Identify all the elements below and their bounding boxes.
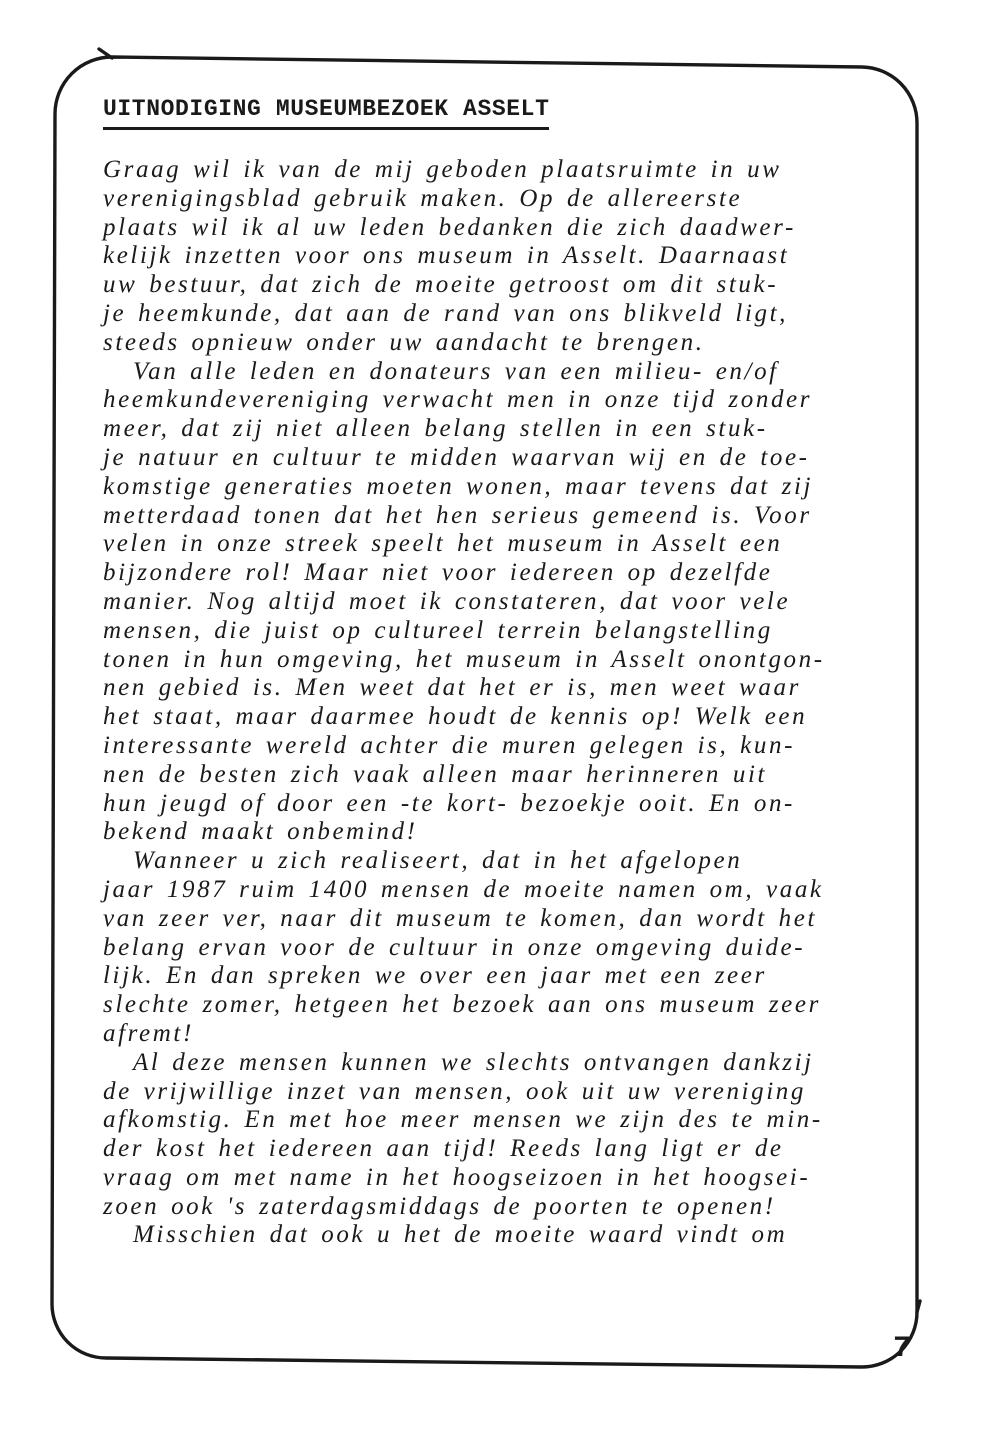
border-corner-tick	[917, 1301, 920, 1312]
text-line: meer, dat zij niet alleen belang stellen in een stuk-	[103, 415, 768, 443]
text-line: Misschien dat ook u het de moeite waard vindt om	[133, 1221, 788, 1249]
text-line: Graag wil ik van de mij geboden plaatsruimte in uw	[103, 156, 782, 183]
text-line: Van alle leden en donateurs van een milieu- en/of	[133, 357, 779, 385]
text-line: interessante wereld achter die muren gelegen is, kun-	[103, 731, 795, 759]
text-line: mensen, die juist op cultureel terrein belangstelling	[103, 616, 773, 644]
text-line: afkomstig. En met hoe meer mensen we zijn des te min-	[103, 1106, 823, 1134]
text-line: Wanneer u zich realiseert, dat in het afgelopen	[133, 847, 743, 875]
text-line: de vrijwillige inzet van mensen, ook uit uw vereniging	[103, 1077, 806, 1105]
text-line: je natuur en cultuur te midden waarvan wij en de toe-	[103, 443, 810, 471]
text-line: heemkundevereniging verwacht men in onze tijd zonder	[103, 386, 813, 414]
text-line: je heemkunde, dat aan de rand van ons blikveld ligt,	[103, 299, 788, 327]
text-line: nen de besten zich vaak alleen maar herinneren uit	[103, 760, 768, 788]
text-line: der kost het iedereen aan tijd! Reeds lang ligt er de	[103, 1135, 784, 1163]
text-line: komstige generaties moeten wonen, maar tevens dat zij	[103, 472, 814, 500]
text-line: belang ervan voor de cultuur in onze omgeving duide-	[103, 933, 806, 961]
text-line: nen gebied is. Men weet dat het er is, men weet waar	[103, 674, 801, 702]
text-line: lijk. En dan spreken we over een jaar met een zeer	[103, 962, 767, 990]
body-text	[103, 156, 903, 1250]
text-line: slechte zomer, hetgeen het bezoek aan ons museum zeer	[103, 991, 821, 1019]
text-line: plaats wil ik al uw leden bedanken die zich daadwer-	[103, 213, 796, 241]
text-line: kelijk inzetten voor ons museum in Asselt. Daarnaast	[103, 242, 790, 270]
text-line: zoen ook 's zaterdagsmiddags de poorten te openen!	[103, 1192, 776, 1220]
text-line: vraag om met name in het hoogseizoen in het hoogsei-	[103, 1163, 811, 1191]
text-line: bekend maakt onbemind!	[103, 818, 418, 846]
text-line: verenigingsblad gebruik maken. Op de allereerste	[103, 184, 743, 212]
text-line: van zeer ver, naar dit museum te komen, dan wordt het	[103, 904, 818, 932]
text-line: uw bestuur, dat zich de moeite getroost om dit stuk-	[103, 271, 779, 299]
text-line: bijzondere rol! Maar niet voor iedereen op dezelfde	[103, 559, 773, 587]
page-title: UITNODIGING MUSEUMBEZOEK ASSELT	[103, 96, 549, 130]
text-line: Al deze mensen kunnen we slechts ontvangen dankzij	[133, 1048, 814, 1076]
text-line: velen in onze streek speelt het museum in Asselt een	[103, 530, 783, 558]
text-line: metterdaad tonen dat het hen serieus gemeend is. Voor	[103, 501, 812, 529]
text-line: tonen in hun omgeving, het museum in Asselt onontgon-	[103, 645, 825, 673]
text-line: jaar 1987 ruim 1400 mensen de moeite namen om, vaak	[103, 875, 824, 903]
text-line: afremt!	[103, 1019, 194, 1047]
text-line: het staat, maar daarmee houdt de kennis op! Welk een	[103, 703, 808, 731]
text-line: steeds opnieuw onder uw aandacht te brengen.	[103, 328, 705, 356]
text-line: manier. Nog altijd moet ik constateren, dat voor vele	[103, 587, 791, 615]
text-line: hun jeugd of door een -te kort- bezoekje ooit. En on-	[103, 789, 795, 817]
border-corner-tick	[99, 49, 112, 58]
page-number: 7	[893, 1332, 912, 1366]
